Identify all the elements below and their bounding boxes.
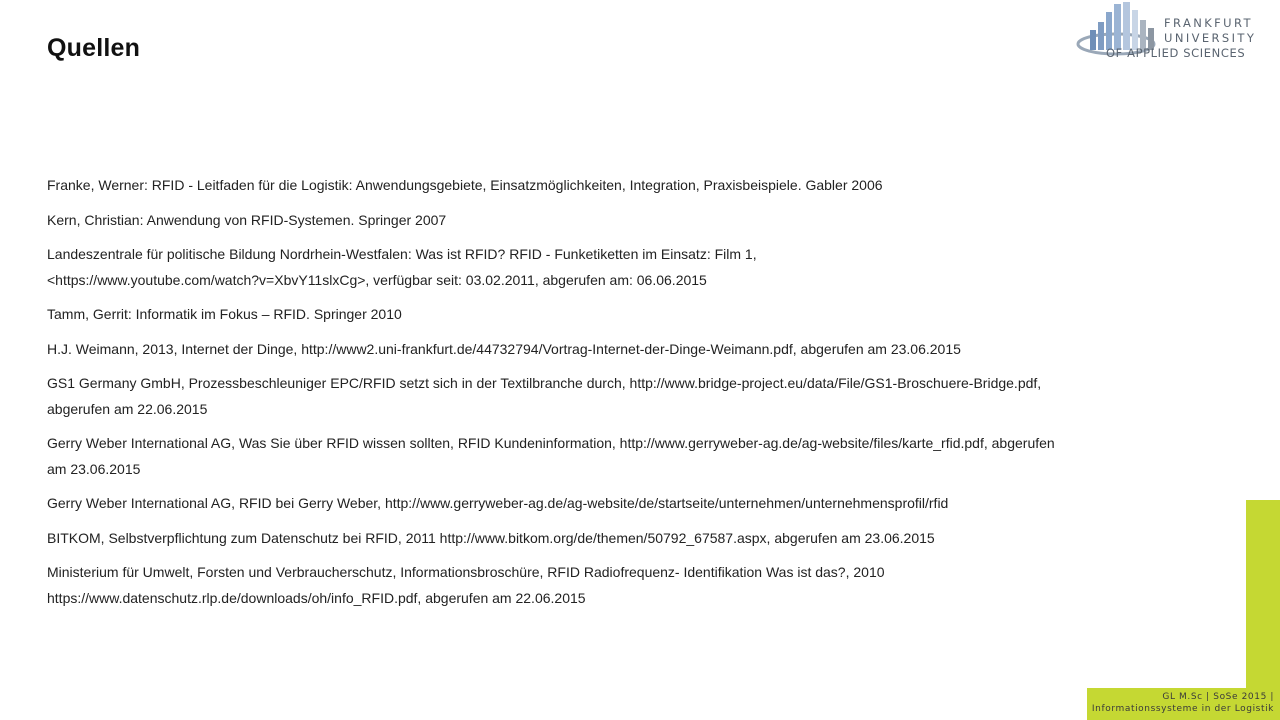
reference-line: <https://www.youtube.com/watch?v=XbvY11slxCg>, verfügbar seit: 03.02.2011, abgerufen am: 06.06.2015	[47, 271, 707, 288]
reference-item	[47, 431, 1227, 482]
slide-title: Quellen	[47, 34, 141, 62]
reference-line: https://www.datenschutz.rlp.de/downloads/oh/info_RFID.pdf, abgerufen am 22.06.2015	[47, 589, 586, 606]
reference-item	[47, 208, 1227, 234]
reference-line: am 23.06.2015	[47, 460, 141, 477]
reference-item	[47, 302, 1227, 328]
reference-item	[47, 526, 1227, 552]
footer-subject-line: Informationssysteme in der Logistik	[1091, 704, 1274, 714]
reference-line: Ministerium für Umwelt, Forsten und Verbraucherschutz, Informationsbroschüre, RFID Radiofrequenz- Identifikation Was ist das?, 2010	[47, 564, 885, 580]
reference-line: Franke, Werner: RFID - Leitfaden für die Logistik: Anwendungsgebiete, Einsatzmöglichkeiten, Integration, Praxisbeispiele. Gabler 2006	[47, 177, 883, 193]
reference-line: Tamm, Gerrit: Informatik im Fokus – RFID. Springer 2010	[47, 306, 402, 322]
reference-item	[47, 560, 1227, 611]
references-list	[47, 173, 1227, 620]
footer	[1087, 688, 1280, 720]
reference-line: Kern, Christian: Anwendung von RFID-Systemen. Springer 2007	[47, 211, 447, 228]
university-logo	[1076, 0, 1280, 80]
reference-item	[47, 371, 1227, 422]
reference-line: GS1 Germany GmbH, Prozessbeschleuniger EPC/RFID setzt sich in der Textilbranche durch, http://www.bridge-project.eu/data/File/GS1-Broschuere-Bridge.pdf,	[47, 375, 1042, 391]
reference-item	[47, 337, 1227, 363]
logo-line-frankfurt: FRANKFURT	[1164, 16, 1253, 30]
reference-item	[47, 173, 1227, 199]
reference-line: BITKOM, Selbstverpflichtung zum Datenschutz bei RFID, 2011 http://www.bitkom.org/de/themen/50792_67587.aspx, abgerufen am 23.06.2015	[47, 529, 935, 546]
footer-course-line: GL M.Sc | SoSe 2015 |	[1162, 692, 1274, 702]
logo-line-university: UNIVERSITY	[1164, 31, 1257, 45]
reference-line: Landeszentrale für politische Bildung Nordrhein-Westfalen: Was ist RFID? RFID - Funketiketten im Einsatz: Film 1,	[47, 246, 757, 262]
reference-line: abgerufen am 22.06.2015	[47, 400, 208, 417]
logo-line-applied-sciences: OF APPLIED SCIENCES	[1106, 46, 1246, 60]
reference-item	[47, 242, 1227, 293]
reference-item	[47, 491, 1227, 517]
reference-line: H.J. Weimann, 2013, Internet der Dinge, http://www2.uni-frankfurt.de/44732794/Vortrag-Internet-der-Dinge-Weimann.pdf, abgerufen am 23.06.2015	[47, 340, 961, 357]
accent-bar	[1246, 500, 1280, 688]
reference-line: Gerry Weber International AG, RFID bei Gerry Weber, http://www.gerryweber-ag.de/ag-website/de/startseite/unternehmen/unternehmensprofil/rfid	[47, 495, 949, 511]
reference-line: Gerry Weber International AG, Was Sie über RFID wissen sollten, RFID Kundeninformation, http://www.gerryweber-ag.de/ag-website/files/karte_rfid.pdf, abgerufen	[47, 435, 1055, 451]
